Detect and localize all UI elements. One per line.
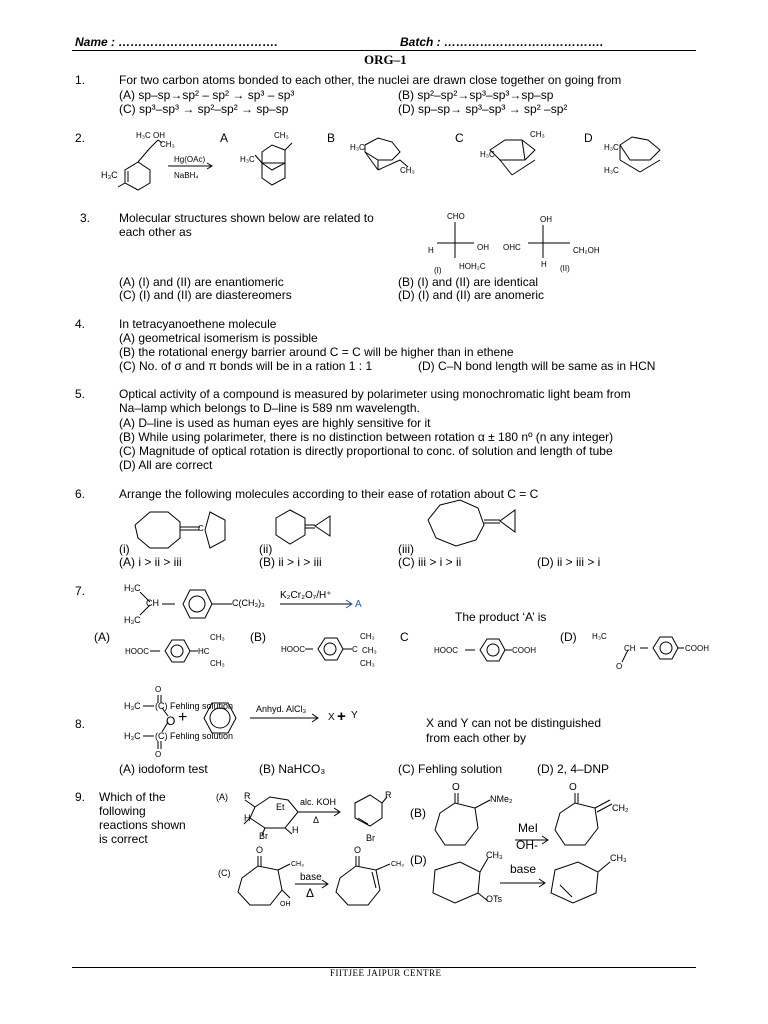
q3-oh: OH bbox=[477, 243, 489, 252]
q8-o-bottom: O bbox=[155, 750, 162, 759]
q5-number: 5. bbox=[75, 387, 86, 401]
q9-text-line3: reactions shown bbox=[99, 818, 186, 832]
q9-text-line2: following bbox=[99, 804, 146, 818]
q7-d-cooh: COOH bbox=[685, 644, 709, 653]
q8-option-c: (C) Fehling solution bbox=[398, 762, 503, 776]
q7-a-hooc: HOOC bbox=[125, 647, 149, 656]
q4-option-c: (C) No. of σ and π bonds will be in a ration 1 : 1 bbox=[119, 359, 373, 373]
q7-d-h3c: H₃C bbox=[592, 632, 607, 641]
q7-a-ch3-bottom: CH₃ bbox=[210, 659, 225, 668]
q6-option-b: (B) ii > i > iii bbox=[259, 555, 322, 569]
q8-o-top: O bbox=[155, 685, 162, 694]
q3-text-line1: Molecular structures shown below are related to bbox=[119, 211, 374, 225]
q2-ch3: CH₃ bbox=[160, 140, 175, 149]
q9-b-mei: MeI bbox=[518, 821, 539, 835]
q1-option-c: (C) sp³–sp³ → sp²–sp² → sp–sp bbox=[119, 102, 289, 116]
q9-a-prod-br: Br bbox=[366, 833, 375, 843]
name-field-label: Name : …………………………………. bbox=[75, 35, 278, 49]
q2-option-b: B bbox=[327, 131, 336, 145]
q9-c-delta: Δ bbox=[306, 886, 315, 900]
q2-h3c: H₃C bbox=[101, 170, 118, 180]
q2-d-h3c: H₃C bbox=[604, 143, 619, 152]
q7-option-c: C bbox=[400, 630, 409, 644]
q9-a-et: Et bbox=[276, 802, 285, 812]
q2-d-h3c2: H₃C bbox=[604, 166, 619, 175]
q9-option-b: (B) bbox=[410, 806, 426, 820]
q3-option-b: (B) (I) and (II) are identical bbox=[398, 275, 539, 289]
q3-number: 3. bbox=[80, 211, 91, 225]
q3-ohc: OHC bbox=[503, 243, 521, 252]
q7-c-hooc: HOOC bbox=[434, 646, 458, 655]
q7-question: The product ‘A’ is bbox=[455, 610, 547, 624]
q4-option-a: (A) geometrical isomerism is possible bbox=[119, 331, 318, 345]
q8-product-x: X bbox=[328, 712, 335, 723]
q8-c-bottom: (C) Fehling solution bbox=[155, 731, 234, 741]
q9-a-reagent: alc. KOH bbox=[300, 797, 337, 807]
q6-label-i: (i) bbox=[119, 542, 130, 556]
q7-a-hc: HC bbox=[198, 647, 210, 656]
batch-field-label: Batch : …………………………………. bbox=[400, 35, 604, 49]
q7-c-cooh: COOH bbox=[512, 646, 536, 655]
q8-reagent: Anhyd. AlCl₃ bbox=[256, 704, 307, 714]
q8-option-b: (B) NaHCO₃ bbox=[259, 762, 326, 776]
q2-reagent1: Hg(OAc) bbox=[174, 155, 206, 164]
q9-d-ots: OTs bbox=[486, 894, 503, 904]
q1-number: 1. bbox=[75, 73, 86, 87]
q7-cch33: C(CH₃)₃ bbox=[232, 598, 265, 608]
q9-a-delta: Δ bbox=[313, 815, 320, 825]
q9-b-o: O bbox=[452, 782, 460, 793]
q2-option-a: A bbox=[220, 131, 229, 145]
q2-option-c: C bbox=[455, 131, 464, 145]
q5-option-c: (C) Magnitude of optical rotation is directly proportional to conc. of solution and length of tube bbox=[119, 444, 613, 458]
q9-c-o: O bbox=[256, 845, 264, 855]
q9-c-ch3: CH₃ bbox=[291, 861, 304, 868]
q8-text-line1: X and Y can not be distinguished bbox=[426, 716, 602, 730]
q9-b-nme2: NMe₂ bbox=[490, 794, 513, 804]
q9-option-a: (A) bbox=[216, 792, 228, 802]
q8-product-y: Y bbox=[351, 710, 358, 721]
q9-a-br: Br bbox=[259, 831, 268, 841]
q8-plus-reactant: + bbox=[178, 709, 188, 726]
q6-option-d: (D) ii > iii > i bbox=[537, 555, 601, 569]
q4-number: 4. bbox=[75, 317, 86, 331]
q9-b-oh: OH- bbox=[516, 838, 538, 852]
q7-d-o: O bbox=[616, 662, 623, 671]
q8-text-line2: from each other by bbox=[426, 731, 527, 745]
q6-text: Arrange the following molecules according to their ease of rotation about C = C bbox=[119, 487, 539, 501]
q5-option-b: (B) While using polarimeter, there is no distinction between rotation α ± 180 nº (n any integer) bbox=[119, 430, 614, 444]
q3-h2: H bbox=[541, 260, 547, 269]
q9-a-prod-r: R bbox=[385, 790, 392, 800]
q1-option-d: (D) sp–sp→ sp³–sp³ → sp² –sp² bbox=[398, 102, 568, 116]
q8-plus-product: + bbox=[337, 708, 346, 725]
q3-oh2: OH bbox=[540, 215, 552, 224]
q9-a-h2: H bbox=[292, 825, 299, 835]
q9-d-base: base bbox=[510, 862, 537, 876]
q9-c-prod-o: O bbox=[354, 845, 362, 855]
page-title: ORG–1 bbox=[364, 52, 407, 67]
q3-text-line2: each other as bbox=[119, 225, 192, 239]
q6-label-iii: (iii) bbox=[398, 542, 414, 556]
q9-option-d: (D) bbox=[410, 853, 427, 867]
q7-option-b: (B) bbox=[250, 630, 266, 644]
q9-c-prod-ch3: CH₃ bbox=[391, 861, 404, 868]
q1-option-a: (A) sp–sp→sp² – sp² → sp³ – sp³ bbox=[119, 88, 295, 102]
q5-text-line1: Optical activity of a compound is measured by polarimeter using monochromatic light beam from bbox=[119, 387, 631, 401]
q6-option-c: (C) iii > i > ii bbox=[398, 555, 462, 569]
q3-label-ii: (II) bbox=[560, 264, 570, 273]
q7-option-a: (A) bbox=[94, 630, 110, 644]
q4-text: In tetracyanoethene molecule bbox=[119, 317, 277, 331]
q2-number: 2. bbox=[75, 131, 86, 145]
q7-d-ch: CH bbox=[624, 644, 636, 653]
q2-a-h3c: H₃C bbox=[240, 155, 255, 164]
q8-h3c-top: H₃C bbox=[124, 701, 141, 711]
q7-product-a: A bbox=[355, 599, 362, 610]
q5-text-line2: Na–lamp which belongs to D–line is 589 nm wavelength. bbox=[119, 401, 420, 415]
q3-h: H bbox=[428, 246, 434, 255]
q6-label-ii: (ii) bbox=[259, 542, 273, 556]
q8-c-top: (C) Fehling solution bbox=[155, 701, 234, 711]
q9-b-prod-ch2: CH₂ bbox=[612, 803, 629, 813]
q9-number: 9. bbox=[75, 790, 86, 804]
q3-cho: CHO bbox=[447, 212, 465, 221]
q9-text-line1: Which of the bbox=[99, 790, 166, 804]
q2-option-d: D bbox=[584, 131, 593, 145]
q2-c-h3c: H₃C bbox=[480, 150, 495, 159]
q7-h3c-bottom: H₃C bbox=[124, 615, 141, 625]
q3-option-c: (C) (I) and (II) are diastereomers bbox=[119, 288, 292, 302]
q7-b-hooc: HOOC bbox=[281, 645, 305, 654]
q7-a-ch3-top: CH₃ bbox=[210, 633, 225, 642]
q7-h3c-top: H₃C bbox=[124, 583, 141, 593]
q7-b-ch3-mid: CH₃ bbox=[362, 646, 377, 655]
q9-option-c: (C) bbox=[218, 868, 231, 878]
q2-reagent2: NaBH₄ bbox=[174, 171, 199, 180]
q9-d-prod-ch3: CH₃ bbox=[610, 853, 627, 863]
q9-a-r: R bbox=[244, 791, 251, 801]
q1-text: For two carbon atoms bonded to each other, the nuclei are drawn close together on going from bbox=[119, 73, 622, 87]
q7-b-ch3-top: CH₃ bbox=[360, 632, 375, 641]
q8-o-bridge: O bbox=[166, 714, 176, 728]
q8-number: 8. bbox=[75, 717, 86, 731]
q9-b-prod-o: O bbox=[569, 782, 577, 793]
q7-number: 7. bbox=[75, 584, 86, 598]
q4-option-b: (B) the rotational energy barrier around C = C will be higher than in ethene bbox=[119, 345, 514, 359]
q9-c-oh: OH bbox=[280, 901, 291, 908]
q3-option-d: (D) (I) and (II) are anomeric bbox=[398, 288, 545, 302]
q3-label-i: (I) bbox=[434, 266, 442, 275]
q8-h3c-bottom: H₃C bbox=[124, 731, 141, 741]
q7-b-ch3-bottom: CH₃ bbox=[360, 659, 375, 668]
q9-d-ch3: CH₃ bbox=[486, 850, 503, 860]
q7-ch: CH bbox=[146, 598, 159, 608]
q4-option-d: (D) C–N bond length will be same as in HCN bbox=[418, 359, 656, 373]
q5-option-d: (D) All are correct bbox=[119, 458, 213, 472]
q3-option-a: (A) (I) and (II) are enantiomeric bbox=[119, 275, 284, 289]
q8-option-d: (D) 2, 4–DNP bbox=[537, 762, 610, 776]
q7-option-d: (D) bbox=[560, 630, 577, 644]
q6-option-a: (A) i > ii > iii bbox=[119, 555, 182, 569]
q7-reagent: K₂Cr₂O₇/H⁺ bbox=[280, 590, 332, 601]
q6-c-label: C bbox=[198, 524, 204, 533]
q9-a-h: H bbox=[244, 813, 251, 823]
q7-b-c: C bbox=[352, 645, 358, 654]
q2-a-ch3: CH₃ bbox=[274, 131, 289, 140]
q2-h3c-oh: H₃C OH bbox=[136, 131, 166, 140]
q3-hoh2c: HOH₂C bbox=[459, 262, 486, 271]
q1-option-b: (B) sp²–sp²→sp³–sp³→sp–sp bbox=[398, 88, 554, 102]
q8-option-a: (A) iodoform test bbox=[119, 762, 208, 776]
q2-b-h3c: H₃C bbox=[350, 143, 365, 152]
q5-option-a: (A) D–line is used as human eyes are highly sensitive for it bbox=[119, 416, 431, 430]
q6-number: 6. bbox=[75, 487, 86, 501]
q2-c-ch3: CH₃ bbox=[530, 130, 545, 139]
q9-c-base: base bbox=[300, 872, 322, 883]
footer-text: FIITJEE JAIPUR CENTRE bbox=[330, 968, 442, 978]
q2-b-ch3: CH₃ bbox=[400, 166, 415, 175]
q9-text-line4: is correct bbox=[99, 832, 148, 846]
q3-ch2oh: CH₂OH bbox=[573, 246, 600, 255]
